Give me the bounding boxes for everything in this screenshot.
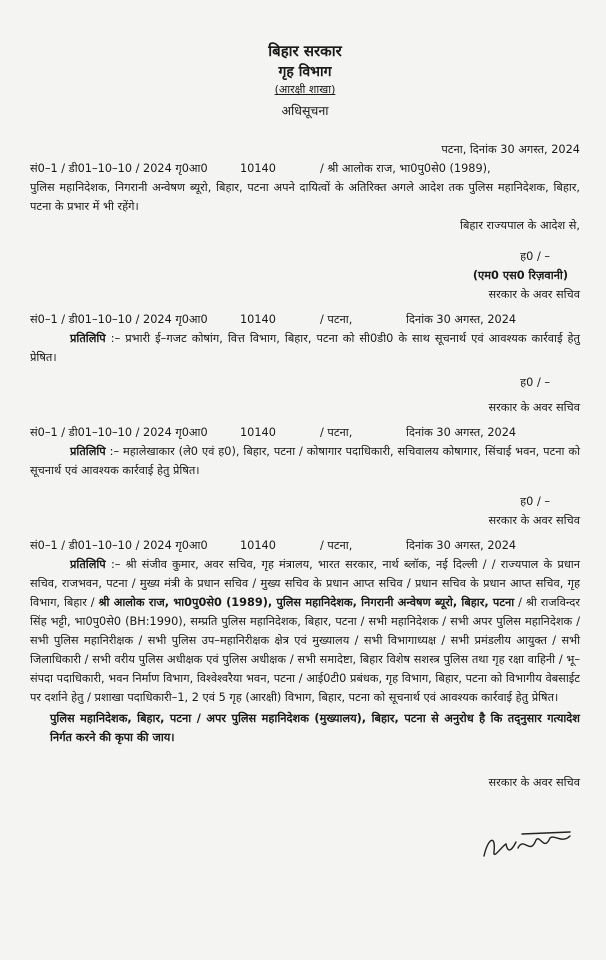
signatory-designation: सरकार के अवर सचिव — [488, 288, 580, 301]
order-text-start: / श्री आलोक राज, भा0पु0से0 (1989), — [320, 162, 491, 175]
date: दिनांक 30 अगस्त, 2024 — [406, 426, 517, 439]
signatory-name: (एम0 एस0 रिज़वानी) — [472, 269, 568, 282]
memo-count: 10140 — [240, 162, 276, 175]
section-copy-egazette — [30, 310, 580, 417]
copy-label: प्रतिलिपि — [70, 445, 106, 458]
signed-mark: ह0 / – — [520, 376, 550, 389]
memo-count: 10140 — [240, 539, 276, 552]
reference-number: सं0–1 / डी01–10–10 / 2024 गृ0आ0 — [30, 539, 208, 552]
reference-row — [30, 159, 580, 178]
reference-row — [30, 423, 580, 442]
request-text: पुलिस महानिदेशक, बिहार, पटना / अपर पुलिस महानिदेशक (मुख्यालय), बिहार, पटना से अनुरोध है कि तद्नुसार गत्यादेश निर्गत करने की कृपा की जाय। — [50, 712, 580, 744]
reference-row — [30, 310, 580, 329]
signature-block — [30, 247, 580, 304]
place: / पटना, — [320, 539, 353, 552]
signature-block — [30, 373, 580, 417]
reference-number: सं0–1 / डी01–10–10 / 2024 गृ0आ0 — [30, 426, 208, 439]
date: दिनांक 30 अगस्त, 2024 — [406, 539, 517, 552]
section-copy-accountant-general — [30, 423, 580, 530]
copy-text-part1: :– श्री संजीव कुमार, अवर सचिव, गृह मंत्रालय, भारत सरकार, नार्थ ब्लॉक, नई दिल्ली / / राज्यपाल के प्रधान सचिव, राजभवन, पटना / मुख्य मंत्री के प्रधान सचिव / मुख्य सचिव के प्रधान आप्त सचिव / प्रधान सचिव के प्रधान आप्त सचिव, गृह विभाग, बिहार / — [30, 558, 580, 609]
signed-mark: ह0 / – — [520, 250, 550, 263]
memo-count: 10140 — [240, 426, 276, 439]
reference-row — [30, 536, 580, 555]
copy-body — [30, 555, 580, 707]
document-header — [30, 40, 580, 122]
signature-block — [30, 492, 580, 530]
signatory-designation: सरकार के अवर सचिव — [488, 776, 580, 789]
section-notification-order — [30, 140, 580, 304]
copy-body — [30, 329, 580, 367]
copy-label: प्रतिलिपि — [70, 332, 106, 345]
notification-title: अधिसूचना — [281, 103, 329, 118]
copy-text-bold: श्री आलोक राज, भा0पु0से0 (1989), पुलिस महानिदेशक, निगरानी अन्वेषण ब्यूरो, बिहार, पटना — [98, 596, 515, 609]
memo-count: 10140 — [240, 313, 276, 326]
copy-text-part2: / श्री राजविन्दर सिंह भट्टी, भा0पु0से0 (BH:1990), सम्प्रति पुलिस महानिदेशक, बिहार, पटना / सभी महानिदेशक / सभी अपर पुलिस महानिदेशक / सभी पुलिस महानिरीक्षक / सभी पुलिस उप–महानिरीक्षक क्षेत्र एवं मुख्यालय / सभी विभागाध्यक्ष / सभी प्रमंडलीय आयुक्त / सभी जिलाधिकारी / सभी वरीय पुलिस अधीक्षक एवं पुलिस अधीक्षक / सभी समादेष्टा, बिहार विशेष सशस्त्र पुलिस तथा गृह रक्षा वाहिनी / भू–संपदा पदाधिकारी, भवन निर्माण विभाग, विश्वेश्वरैया भवन, पटना / आई0टी0 प्रबंधक, गृह विभाग, बिहार, पटना को विभागीय वेबसाईट पर दर्शाने हेतु / प्रशाखा पदाधिकारी–1, 2 एवं 5 गृह (आरक्षी) विभाग, बिहार, पटना को सूचनार्थ एवं आवश्यक कार्रवाई हेतु प्रेषित। — [30, 596, 580, 704]
place: / पटना, — [320, 426, 353, 439]
branch-title: (आरक्षी शाखा) — [274, 83, 336, 96]
copy-label: प्रतिलिपि — [70, 558, 106, 571]
handwritten-signature — [478, 826, 578, 866]
place: / पटना, — [320, 313, 353, 326]
order-body: पुलिस महानिदेशक, निगरानी अन्वेषण ब्यूरो, बिहार, पटना अपने दायित्वों के अतिरिक्त अगले आदेश तक पुलिस महानिदेशक, बिहार, पटना के प्रभार में भी रहेंगे। — [30, 181, 580, 213]
signature-block — [30, 773, 580, 792]
governor-order: बिहार राज्यपाल के आदेश से, — [460, 219, 580, 232]
place-date: पटना, दिनांक 30 अगस्त, 2024 — [441, 143, 580, 156]
signed-mark: ह0 / – — [520, 495, 550, 508]
date: दिनांक 30 अगस्त, 2024 — [406, 313, 517, 326]
section-copy-distribution — [30, 536, 580, 792]
signatory-designation: सरकार के अवर सचिव — [488, 401, 580, 414]
department-title: गृह विभाग — [278, 64, 332, 80]
government-title: बिहार सरकार — [268, 42, 342, 60]
reference-number: सं0–1 / डी01–10–10 / 2024 गृ0आ0 — [30, 313, 208, 326]
reference-number: सं0–1 / डी01–10–10 / 2024 गृ0आ0 — [30, 162, 208, 175]
copy-text: :– प्रभारी ई–गजट कोषांग, वित्त विभाग, बिहार, पटना को सी0डी0 के साथ सूचनार्थ एवं आवश्यक कार्रवाई हेतु प्रेषित। — [30, 332, 580, 364]
copy-body — [30, 442, 580, 480]
signatory-designation: सरकार के अवर सचिव — [488, 514, 580, 527]
copy-text: :– महालेखाकार (ले0 एवं ह0), बिहार, पटना / कोषागार पदाधिकारी, सचिवालय कोषागार, सिंचाई भवन, पटना को सूचनार्थ एवं आवश्यक कार्रवाई हेतु प्रेषित। — [30, 445, 581, 477]
